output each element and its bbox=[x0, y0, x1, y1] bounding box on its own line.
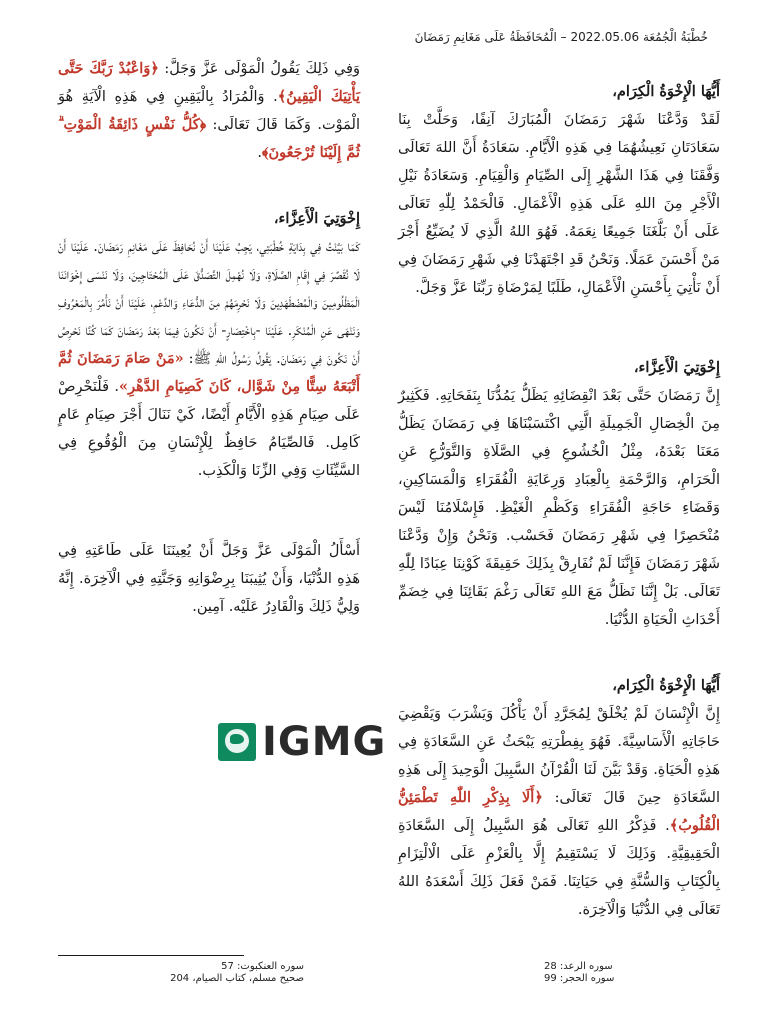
left-column bbox=[58, 55, 360, 621]
footnote: سوره الرعد: 28 bbox=[544, 961, 613, 972]
paragraph-text: . وَالْمُرَادُ بِالْيَقِينِ فِي هَذِهِ الْآيَةِ هُوَ الْمَوْت. وَكَمَا قَالَ تَعَالَى: bbox=[58, 89, 360, 133]
quran-quote: ﴿أَلَا بِذِكْرِ اللّٰهِ تَطْمَئِنُّ الْقُلُوبُ﴾ bbox=[398, 789, 720, 834]
page-header: خُطْبَةُ الْجُمُعَة 2022.05.06 – الْمُحَافَظَةُ عَلَى مَغَانِمِ رَمَضَانَ bbox=[414, 30, 708, 44]
section-heading: إِخْوَتِيَ الْأَعِزَّاء، bbox=[633, 359, 720, 376]
footnote: صحيح مسلم، كتاب الصيام، 204 bbox=[170, 973, 304, 984]
footnote-divider bbox=[58, 955, 244, 956]
paragraph-text: إِنَّ الْإِنْسَانَ لَمْ يُخْلَقْ لِمُجَرَّدِ أَنْ يَأْكُلَ وَيَشْرَبَ وَيَقْضِيَ حَاجَاتِهِ الْأَسَاسِيَّةَ. فَهُوَ بِفِطْرَتِهِ يَبْحَثُ عَنِ السَّعَادَةِ فِي هَذِهِ الْحَيَاةِ. وَقَدْ بَيَّنَ لَنَا الْقُرْآنُ السَّبِيلَ الْوَحِيدَ إِلَى هَذِهِ السَّعَادَةِ حِينَ قَالَ تَعَالَى: bbox=[398, 706, 720, 806]
footnote: سوره الحجر: 99 bbox=[544, 973, 615, 984]
quran-quote: ﴿وَاعْبُدْ رَبَّكَ حَتَّى يَأْتِيَكَ الْيَقِينُ﴾ bbox=[58, 60, 360, 105]
section-heading: أَيُّهَا الْإِخْوَةُ الْكِرَام، bbox=[612, 677, 720, 694]
paragraph: لَقَدْ وَدَّعْنَا شَهْرَ رَمَضَانَ الْمُبَارَكَ آنِفًا، وَحَلَّتْ بِنَا سَعَادَتَانِ نَعِيشُهُمَا فِي هَذِهِ الْأَيَّامِ. سَعَادَةُ أَنَّ اللهَ تَعَالَى وَفَّقَنَا فِي هَذَا الشَّهْرِ إِلَى الصِّيَامِ وَالْقِيَامِ. وَسَعَادَةُ نَيْلِ الْأَجْرِ مِنَ اللهِ عَلَى هَذِهِ الْأَعْمَالِ. فَالْحَمْدُ لِلّٰهِ تَعَالَى عَلَى أَنْ بَلَّغَنَا جَمِيعًا نِعَمَهُ. فَهُوَ اللهُ الَّذِي لَا يُضَيِّعُ أَجْرَ مَنْ أَحْسَنَ عَمَلًا. وَنَحْنُ قَدِ اجْتَهَدْنَا فِي شَهْرِ رَمَضَانَ فِي أَنْ نَأْتِيَ بِأَحْسَنِ الْأَعْمَالِ، طَلَبًا لِمَرْضَاةِ رَبِّنَا عَزَّ وَجَلَّ. bbox=[398, 112, 720, 296]
quran-quote: ﴿كُلُّ نَفْسٍ ذَائِقَةُ الْمَوْتِ ۗ ثُمَّ إِلَيْنَا تُرْجَعُونَ﴾ bbox=[58, 116, 360, 161]
paragraph-text: . bbox=[257, 145, 263, 161]
footnotes-right bbox=[544, 961, 664, 985]
paragraph: أَسْأَلُ الْمَوْلَى عَزَّ وَجَلَّ أَنْ يُعِينَنَا عَلَى طَاعَتِهِ فِي هَذِهِ الدُّنْيَا، وَأَنْ يُثِيبَنَا بِرِضْوَانِهِ وَجَنَّتِهِ فِي الْآخِرَة. إِنَّهُ وَلِيُّ ذَلِكَ وَالْقَادِرُ عَلَيْه. آمِين. bbox=[58, 543, 360, 615]
paragraph-text: وَفِي ذَلِكَ يَقُولُ الْمَوْلَى عَزَّ وَجَلَّ: bbox=[158, 61, 360, 77]
logo-text: IGMG bbox=[262, 719, 387, 765]
paragraph bbox=[58, 55, 360, 167]
footnotes-left bbox=[58, 961, 304, 985]
igmg-logo bbox=[218, 719, 387, 765]
paragraph-text: . فَذِكْرُ اللهِ تَعَالَى هُوَ السَّبِيلُ إِلَى السَّعَادَةِ الْحَقِيقِيَّةِ. وَذَلِكَ لَا يَسْتَقِيمُ إِلَّا بِالْعَزْمِ عَلَى الْالْتِزَامِ بِالْكِتَابِ وَالسُّنَّةِ فِي حَيَاتِنَا. فَمَنْ فَعَلَ ذَلِكَ أَسْعَدَهُ اللهُ تَعَالَى فِي الدُّنْيَا وَالْآخِرَة. bbox=[398, 818, 720, 918]
right-column bbox=[398, 78, 720, 924]
hadith-quote: «مَنْ صَامَ رَمَضَانَ ثُمَّ أَتْبَعَهُ سِتًّا مِنْ شَوَّال، كَانَ كَصِيَامِ الدَّهْرِ» bbox=[58, 350, 360, 395]
section-heading: إِخْوَتِيَ الْأَعِزَّاء، bbox=[273, 210, 360, 227]
paragraph-text: . فَلْنَحْرِصْ عَلَى صِيَامِ هَذِهِ الْأَيَّامِ أَيْضًا، كَيْ نَنَالَ أَجْرَ صِيَامِ عَامٍ كَامِل. فَالصِّيَامُ حَافِظٌ لِلْإِنْسَانِ مِنَ الْوُقُوعِ فِي السَّيِّئَاتِ وَفِي الزِّنَا وَالْكَذِب. bbox=[58, 379, 360, 479]
paragraph-text: كَمَا بَيَّنْتُ فِي بِدَايَةِ خُطْبَتِي، يَجِبُ عَلَيْنَا أَنْ نُحَافِظَ عَلَى مَغَانِمِ رَمَضَانَ. عَلَيْنَا أَنْ لَا نُقَصِّرَ فِي إِقَامِ الصَّلَاةِ، وَلَا نُهْمِلَ التَّصَدُّقَ عَلَى الْمُحْتَاجِينَ، وَلَا نَنْسَى إِخْوَانَنَا الْمَظْلُومِينَ وَالْمُضْطَهَدِينَ وَلَا نَحْرِمَهُمْ مِنَ الدُّعَاءِ وَالدَّعْمِ، عَلَيْنَا أَنْ نَأْمُرَ بِالْمَعْرُوفِ وَنَنْهَى عَنِ الْمُنْكَرِ. عَلَيْنَا -بِاخْتِصَارٍ- أَنْ نَكُونَ فِيمَا بَعْدَ رَمَضَانَ كَمَا كُنَّا نَحْرِصُ أَنْ نَكُونَ فِي رَمَضَانَ. يَقُولُ رَسُولُ اللهِ ﷺ: bbox=[58, 239, 360, 367]
paragraph: إِنَّ رَمَضَانَ حَتَّى بَعْدَ انْقِضَائِهِ يَظَلُّ يَمُدُّنَا بِنَفَحَاتِهِ. فَكَثِيرٌ مِنَ الْخِصَالِ الْجَمِيلَةِ الَّتِي اكْتَسَبْنَاهَا فِي رَمَضَانَ يَظَلُّ مَعَنَا بَعْدَهُ، مِثْلُ الْخُشُوعِ فِي الصَّلَاةِ وَالتَّوَرُّعِ عَنِ الْحَرَامِ، وَالرَّحْمَةِ بِالْعِبَادِ وَرِعَايَةِ الْفُقَرَاءِ وَالْمَسَاكِينِ، وَقَضَاءِ حَاجَةِ الْفُقَرَاءِ وَكَظْمِ الْغَيْظِ. فَإِسْلَامُنَا لَيْسَ مُنْحَصِرًا فِي شَهْرِ رَمَضَانَ فَحَسْب. وَنَحْنُ وَإِنْ وَدَّعْنَا شَهْرَ رَمَضَانَ فَإِنَّنَا لَمْ نُفَارِقْ بِذَلِكَ حَقِيقَةَ كَوْنِنَا عِبَادًا لِلّٰهِ تَعَالَى. بَلْ إِنَّنَا نَظَلُّ مَعَ اللهِ تَعَالَى رَغْمَ بَقَائِنَا فِي خِضَمِّ أَحْدَاثِ الْحَيَاةِ الدُّنْيَا. bbox=[398, 388, 720, 628]
paragraph bbox=[58, 233, 360, 485]
globe-logo-icon bbox=[218, 723, 256, 761]
paragraph bbox=[398, 700, 720, 924]
footnote: سوره العنكبوت: 57 bbox=[221, 961, 304, 972]
section-heading: أَيُّهَا الْإِخْوَةُ الْكِرَام، bbox=[612, 83, 720, 100]
